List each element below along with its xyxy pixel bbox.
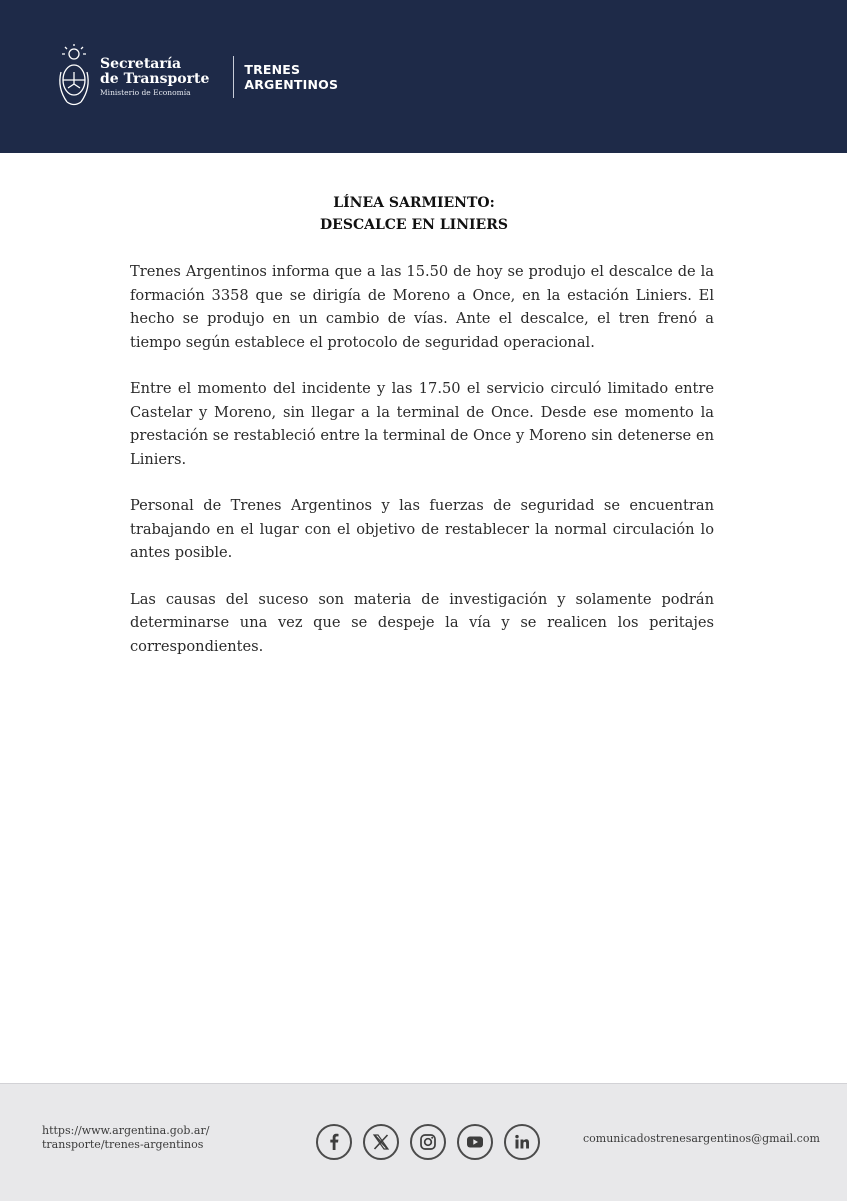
brand-line1: TRENES [244, 62, 301, 77]
title-line2: DESCALCE EN LINIERS [320, 217, 508, 233]
paragraph: Entre el momento del incidente y las 17.50 el servicio circuló limitado entre Castelar y Moreno, sin llegar a la terminal de Once. Desde ese momento la prestación se restableció entre la terminal de Once y Moreno sin detenerse en Liniers. [130, 380, 714, 468]
ministry-line1: Secretaría [100, 56, 182, 73]
document-body [130, 260, 714, 681]
linkedin-icon[interactable] [504, 1124, 540, 1160]
ministry-line2: de Transporte [100, 71, 210, 88]
document-title [0, 192, 828, 236]
footer-url-line2: transporte/trenes-argentinos [42, 1138, 204, 1151]
social-links [316, 1124, 551, 1160]
footer-url-link[interactable] [42, 1124, 209, 1152]
title-line1: LÍNEA SARMIENTO: [333, 195, 495, 211]
youtube-icon[interactable] [457, 1124, 493, 1160]
facebook-icon[interactable] [316, 1124, 352, 1160]
brand-line2: ARGENTINOS [244, 77, 339, 92]
paragraph: Las causas del suceso son materia de investigación y solamente podrán determinarse una vez que se despeje la vía y se realicen los peritajes correspondientes. [130, 590, 714, 655]
footer-email-link[interactable]: comunicadostrenesargentinos@gmail.com [583, 1132, 820, 1145]
instagram-icon[interactable] [410, 1124, 446, 1160]
national-emblem-icon [56, 44, 92, 110]
paragraph: Personal de Trenes Argentinos y las fuerzas de seguridad se encuentran trabajando en el lugar con el objetivo de restablecer la normal circulación lo antes posible. [130, 497, 714, 561]
paragraph: Trenes Argentinos informa que a las 15.50 de hoy se produjo el descalce de la formación 3358 que se dirigía de Moreno a Once, en la estación Liniers. El hecho se produjo en un cambio de vías. Ante el descalce, el tren frenó a tiempo según establece el protocolo de seguridad operacional. [130, 263, 714, 351]
footer [0, 1083, 847, 1201]
x-icon[interactable] [363, 1124, 399, 1160]
header-banner [0, 0, 847, 153]
header-logos [56, 44, 338, 110]
header-divider [233, 56, 234, 98]
footer-url-line1: https://www.argentina.gob.ar/ [42, 1124, 210, 1137]
ministry-name [100, 57, 209, 97]
brand-logo [244, 62, 338, 92]
ministry-subtitle: Ministerio de Economía [100, 88, 191, 98]
